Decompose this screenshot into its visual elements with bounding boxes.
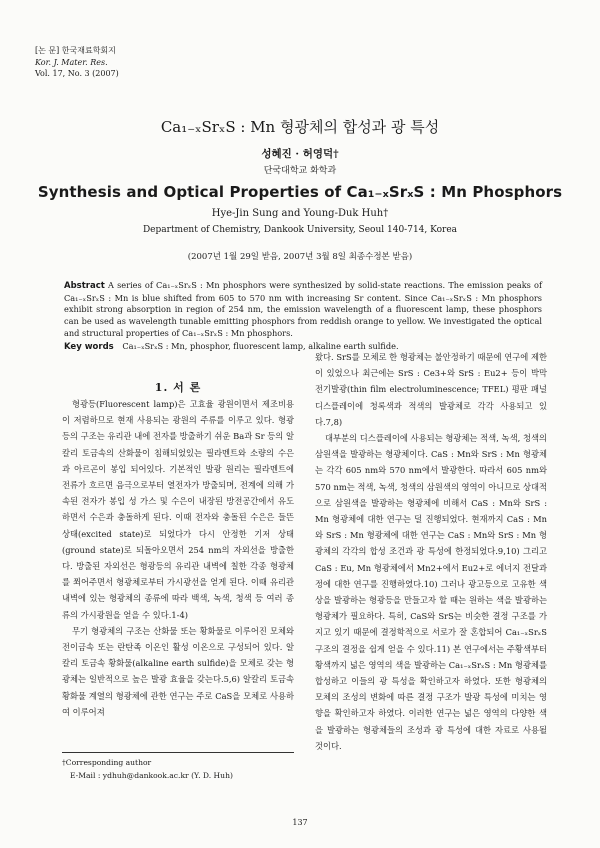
title-english: Synthesis and Optical Properties of Ca₁₋ₓSrₓS : Mn Phosphors bbox=[37, 183, 563, 201]
footnote-email: E-Mail : ydhuh@dankook.ac.kr (Y. D. Huh) bbox=[70, 771, 233, 780]
received-dates: (2007년 1월 29일 받음, 2007년 3월 8일 최종수정본 받음) bbox=[187, 252, 413, 262]
affiliation-english: Department of Chemistry, Dankook University, Seoul 140-714, Korea bbox=[142, 225, 458, 235]
keywords-label: Key words bbox=[64, 342, 114, 352]
journal-abbrev: Kor. J. Mater. Res. bbox=[35, 57, 108, 67]
abstract-label: Abstract bbox=[64, 281, 105, 291]
affiliation-korean: 단국대학교 화학과 bbox=[263, 166, 337, 176]
body-paragraph: 무기 형광체의 구조는 산화물 또는 황화물로 이루어진 모체와 전이금속 또는 란탄족 이온인 활성 이온으로 구성되어 있다. 알칼리 토금속 황화물(alkaline earth sulfide)을 모체로 갖는 형광체는 일반적으로 높은 발광 효율을 갖는다.5,6) 알칼리 토금속 황화물 계열의 형광체에 관한 연구는 주로 CaS을 모체로 사용하여 이루어져 bbox=[62, 625, 294, 717]
section-heading: 1. 서 론 bbox=[154, 381, 202, 394]
authors-korean: 성혜진 · 허영덕† bbox=[261, 148, 339, 160]
journal-header bbox=[35, 45, 119, 80]
title-korean: Ca₁₋ₓSrₓS : Mn 형광체의 합성과 광 특성 bbox=[160, 118, 440, 136]
journal-volume: Vol. 17, No. 3 (2007) bbox=[35, 69, 119, 78]
keywords-text: Ca₁₋ₓSrₓS : Mn, phosphor, fluorescent lamp, alkaline earth sulfide. bbox=[122, 341, 399, 351]
body-paragraph: 형광등(Fluorescent lamp)은 고효율 광원이면서 제조비용이 저렴하므로 현재 사용되는 광원의 주류를 이루고 있다. 형광등의 구조는 유리관 내에 전자를 방출하기 쉬운 Ba과 Sr 등의 알칼리 토금속의 산화물이 침해되었있는 필라멘트와 소량의 수은과 아르곤이 봉입 되어있다. 기본적인 발광 원리는 필라멘트에 전류가 흐르면 음극으로부터 열전자가 방출되며, 전계에 의해 가속된 전자가 봉입 성 가스 및 수은이 내장된 방전공간에서 유도하면서 수은과 충돌하게 된다. 이때 전자와 충돌된 수은은 들뜬 상태(excited state)로 되었다가 다시 안정한 기저 상태(ground state)로 되돌아오면서 254 nm의 자외선을 방출한다. 방출된 자외선은 형광등의 유리관 내벽에 칠한 각종 형광체를 쬐어주면서 형광체로부터 가시광선을 얻게 된다. 이때 유리관 내벽에 있는 형광체의 종류에 따라 백색, 녹색, 청색 등 여러 종류의 가시광원을 얻을 수 있다.1-4) bbox=[62, 399, 294, 620]
abstract bbox=[64, 280, 542, 340]
body-column-left bbox=[62, 396, 294, 720]
footnote-divider bbox=[62, 752, 294, 753]
footnote bbox=[62, 756, 233, 782]
body-column-right bbox=[315, 349, 547, 754]
page-number: 137 bbox=[292, 818, 308, 827]
abstract-text: A series of Ca₁₋ₓSrₓS : Mn phosphors were synthesized by solid-state reactions. The emission peaks of Ca₁₋ₓSrₓS : Mn is blue shifted from 605 to 570 nm with increasing Sr content. Since Ca₁₋ₓSrₓS : Mn phosphors exhibit strong absorption in region of 254 nm, the emission wavelength of a fluorescent lamp, these phosphors can be used as wavelength tunable emitting phosphors from reddish orange to yellow. We investigated the optical and structural properties of Ca₁₋ₓSrₓS : Mn phosphors. bbox=[64, 280, 542, 338]
footnote-corresponding: †Corresponding author bbox=[62, 758, 152, 767]
journal-name: [논 문] 한국재료학회지 bbox=[35, 46, 116, 55]
body-paragraph: 왔다. SrS를 모체로 한 형광체는 불안정하기 때문에 연구에 제한이 있었으나 최근에는 SrS : Ce3+와 SrS : Eu2+ 등이 박막 전기발광(thin film electroluminescence; TFEL) 평판 패널 디스플레이에 청록색과 적색의 발광체로 각각 사용되고 있다.7,8) bbox=[315, 352, 547, 427]
authors-english: Hye-Jin Sung and Young-Duk Huh† bbox=[211, 208, 389, 219]
body-paragraph: 대부분의 디스플레이에 사용되는 형광체는 적색, 녹색, 청색의 삼원색을 발광하는 형광체이다. CaS : Mn와 SrS : Mn 형광체는 각각 605 nm와 570 nm에서 발광한다. 따라서 605 nm와 570 nm는 적색, 녹색, 청색의 삼원색의 영역이 아니므로 상대적으로 삼원색을 발광하는 형광체에 비해서 CaS : Mn와 SrS : Mn 형광체에 대한 연구는 덜 진행되었다. 현재까지 CaS : Mn와 SrS : Mn 형광체에 대한 연구는 CaS : Mn와 SrS : Mn 형광체의 각각의 합성 조건과 광 특성에 한정되었다.9,10) 그리고 CaS : Eu, Mn 형광체에서 Mn2+에서 Eu2+로 에너지 전달과정에 대한 연구를 진행하였다.10) 그러나 광고등으로 고유한 색상을 발광하는 형광등을 만들고자 할 때는 원하는 색을 발광하는 형광체가 필요하다. 특히, CaS와 SrS는 비슷한 결정 구조를 가지고 있기 때문에 결정학적으로 서로가 잘 혼합되어 Ca₁₋ₓSrₓS 구조의 결정을 쉽게 얻을 수 있다.11) 본 연구에서는 주황색부터 황색까지 넓은 영역의 색을 발광하는 Ca₁₋ₓSrₓS : Mn 형광체를 합성하고 이들의 광 특성을 확인하고자 하였다. 또한 형광체의 모체의 조성의 변화에 따른 결정 구조가 발광 특성에 미치는 영향을 확인하고자 하였다. 이러한 연구는 넓은 영역의 다양한 색을 발광하는 형광체들의 조성과 광 특성에 대한 자료로 사용될 것이다. bbox=[315, 433, 547, 751]
